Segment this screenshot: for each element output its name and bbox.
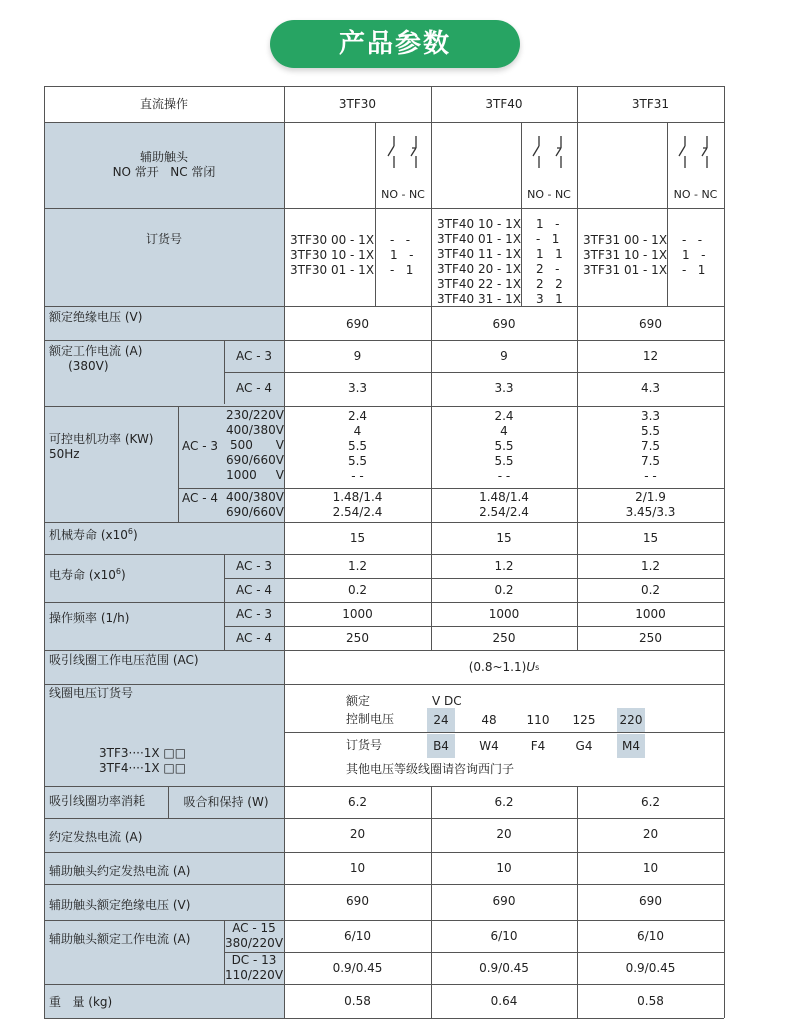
- aux-thermal-value: 10: [642, 860, 659, 875]
- op-freq-label: 操作频率 (1/h): [49, 611, 130, 625]
- coil-voltage: 125: [572, 712, 596, 727]
- mech-life-value: 15: [642, 530, 659, 545]
- contact-symbol-icon: [529, 134, 573, 170]
- op-freq-value: 250: [346, 630, 369, 645]
- insulation-voltage-value: 690: [346, 316, 369, 331]
- order-codes-3tf30: 3TF30 00 - 1X 3TF30 10 - 1X 3TF30 01 - 1X: [290, 233, 375, 277]
- header-model-3tf40: 3TF40: [485, 96, 523, 111]
- weight-value: 0.64: [490, 993, 518, 1008]
- motor-power-voltages: 230/220V 400/380V 500 V 690/660V 1000 V: [225, 408, 284, 482]
- aux-insulation-value: 690: [492, 893, 516, 908]
- elec-life-value: 0.2: [347, 582, 368, 597]
- op-freq-value: 1000: [342, 606, 373, 621]
- category-ac15: AC - 15 380/220V: [224, 921, 284, 950]
- coil-order-code: G4: [575, 738, 593, 753]
- no-nc-label: NO - NC: [673, 187, 718, 201]
- category-ac3: AC - 3: [182, 438, 218, 453]
- category-ac3: AC - 3: [236, 606, 272, 621]
- category-ac4: AC - 4: [236, 630, 272, 645]
- motor-power-voltages: 400/380V 690/660V: [225, 490, 284, 519]
- weight-value: 0.58: [344, 993, 371, 1008]
- operating-current-value: 9: [500, 348, 508, 363]
- order-number-label: 订货号: [145, 231, 182, 246]
- aux-thermal-value: 10: [496, 860, 512, 875]
- header-model-3tf31: 3TF31: [631, 96, 670, 111]
- elec-life-value: 0.2: [640, 582, 661, 597]
- contact-symbol-icon: [675, 134, 719, 170]
- mech-life-value: 15: [349, 530, 366, 545]
- coil-order-code: B4: [427, 734, 455, 758]
- coil-order-codes: 3TF3····1X □□ 3TF4····1X □□: [99, 746, 187, 775]
- motor-power-ac4-values: 2/1.9 3.45/3.3: [625, 490, 676, 519]
- coil-voltage: 110: [526, 712, 550, 727]
- coil-voltage: 220: [617, 708, 645, 732]
- insulation-voltage-value: 690: [639, 316, 662, 331]
- motor-power-label: 可控电机功率 (KW) 50Hz: [49, 432, 154, 461]
- insulation-voltage-value: 690: [492, 316, 516, 331]
- coil-range-value: (0.8~1.1) U s: [468, 659, 540, 674]
- category-dc13: DC - 13 110/220V: [224, 953, 284, 982]
- operating-current-value: 3.3: [347, 380, 368, 395]
- weight-value: 0.58: [637, 993, 664, 1008]
- thermal-current-label: 约定发热电流 (A): [49, 829, 143, 844]
- coil-order-code: W4: [479, 738, 499, 753]
- aux-contacts-label: 辅助触头 NO 常开 NC 常闭: [112, 150, 216, 179]
- operating-current-label: 额定工作电流 (A) (380V): [49, 344, 143, 373]
- order-noc-3tf30: - - 1 - - 1: [390, 233, 414, 277]
- category-ac4: AC - 4: [236, 582, 272, 597]
- control-voltage-label: 控制电压: [346, 712, 395, 726]
- category-ac3: AC - 3: [236, 558, 272, 573]
- no-nc-label: NO - NC: [381, 187, 425, 201]
- category-ac4: AC - 4: [182, 490, 218, 505]
- coil-power-label: 吸引线圈功率消耗: [49, 794, 146, 808]
- contact-symbol-icon: [384, 134, 428, 170]
- motor-power-ac3-values: 3.3 5.5 7.5 7.5 - -: [640, 408, 661, 483]
- header-label: 直流操作: [139, 96, 188, 111]
- coil-power-value: 6.2: [347, 794, 368, 809]
- aux-thermal-label: 辅助触头约定发热电流 (A): [49, 863, 191, 878]
- spec-table: [44, 86, 724, 1019]
- thermal-current-value: 20: [496, 826, 512, 841]
- operating-current-value: 12: [642, 348, 659, 363]
- coil-voltage: 24: [427, 708, 455, 732]
- operating-current-value: 3.3: [494, 380, 514, 395]
- aux-current-value: 0.9/0.45: [479, 960, 529, 975]
- thermal-current-value: 20: [349, 826, 366, 841]
- op-freq-value: 1000: [488, 606, 520, 621]
- coil-power-value: 6.2: [640, 794, 661, 809]
- motor-power-ac4-values: 1.48/1.4 2.54/2.4: [332, 490, 383, 519]
- order-noc-3tf40: 1 - - 1 1 1 2 - 2 2 3 1: [536, 217, 563, 306]
- aux-thermal-value: 10: [349, 860, 366, 875]
- motor-power-ac3-values: 2.4 4 5.5 5.5 - -: [494, 408, 514, 483]
- aux-current-value: 6/10: [637, 928, 664, 943]
- op-freq-value: 250: [492, 630, 516, 645]
- mech-life-value: 15: [496, 530, 512, 545]
- aux-current-value: 6/10: [490, 928, 518, 943]
- operating-current-value: 9: [353, 348, 362, 363]
- aux-current-value: 0.9/0.45: [332, 960, 383, 975]
- aux-insulation-value: 690: [639, 893, 662, 908]
- coil-note: 其他电压等级线圈请咨询西门子: [346, 762, 515, 776]
- no-nc-label: NO - NC: [527, 187, 571, 201]
- rated-label: 额定: [346, 694, 371, 708]
- elec-life-value: 1.2: [494, 558, 514, 573]
- aux-current-value: 0.9/0.45: [625, 960, 676, 975]
- elec-life-value: 1.2: [640, 558, 661, 573]
- coil-power-value: 6.2: [494, 794, 514, 809]
- motor-power-ac4-values: 1.48/1.4 2.54/2.4: [479, 490, 529, 519]
- elec-life-value: 0.2: [494, 582, 514, 597]
- operating-current-value: 4.3: [640, 380, 661, 395]
- aux-current-label: 辅助触头额定工作电流 (A): [49, 932, 191, 946]
- category-ac4: AC - 4: [236, 380, 272, 395]
- order-codes-3tf40: 3TF40 10 - 1X 3TF40 01 - 1X 3TF40 11 - 1X 3TF40 20 - 1X 3TF40 22 - 1X 3TF40 31 - 1X: [437, 217, 522, 306]
- motor-power-ac3-values: 2.4 4 5.5 5.5 - -: [347, 408, 368, 483]
- category-ac3: AC - 3: [236, 348, 272, 363]
- weight-label: 重 量 (kg): [49, 995, 113, 1009]
- page-title: 产品参数: [270, 20, 520, 68]
- order-label: 订货号: [346, 738, 383, 752]
- coil-power-sub: 吸合和保持 (W): [183, 794, 269, 809]
- aux-insulation-label: 辅助触头额定绝缘电压 (V): [49, 897, 191, 912]
- order-noc-3tf31: - - 1 - - 1: [682, 233, 706, 277]
- mech-life-label: 机械寿命 $(x10^6)$: [49, 527, 138, 542]
- order-codes-3tf31: 3TF31 00 - 1X 3TF31 10 - 1X 3TF31 01 - 1X: [583, 233, 668, 277]
- op-freq-value: 1000: [635, 606, 666, 621]
- coil-order-code: M4: [617, 734, 645, 758]
- thermal-current-value: 20: [642, 826, 659, 841]
- aux-current-value: 6/10: [344, 928, 371, 943]
- aux-insulation-value: 690: [346, 893, 369, 908]
- coil-voltage: 48: [481, 712, 497, 727]
- vdc-label: V DC: [432, 694, 462, 708]
- op-freq-value: 250: [639, 630, 662, 645]
- insulation-voltage-label: 额定绝缘电压 (V): [49, 310, 143, 324]
- coil-range-label: 吸引线圈工作电压范围 (AC): [49, 653, 199, 667]
- elec-life-label: 电寿命 $(x10^6)$: [49, 567, 126, 582]
- elec-life-value: 1.2: [347, 558, 368, 573]
- coil-order-label: 线圈电压订货号: [49, 686, 134, 700]
- coil-order-code: F4: [530, 738, 546, 753]
- header-model-3tf30: 3TF30: [338, 96, 377, 111]
